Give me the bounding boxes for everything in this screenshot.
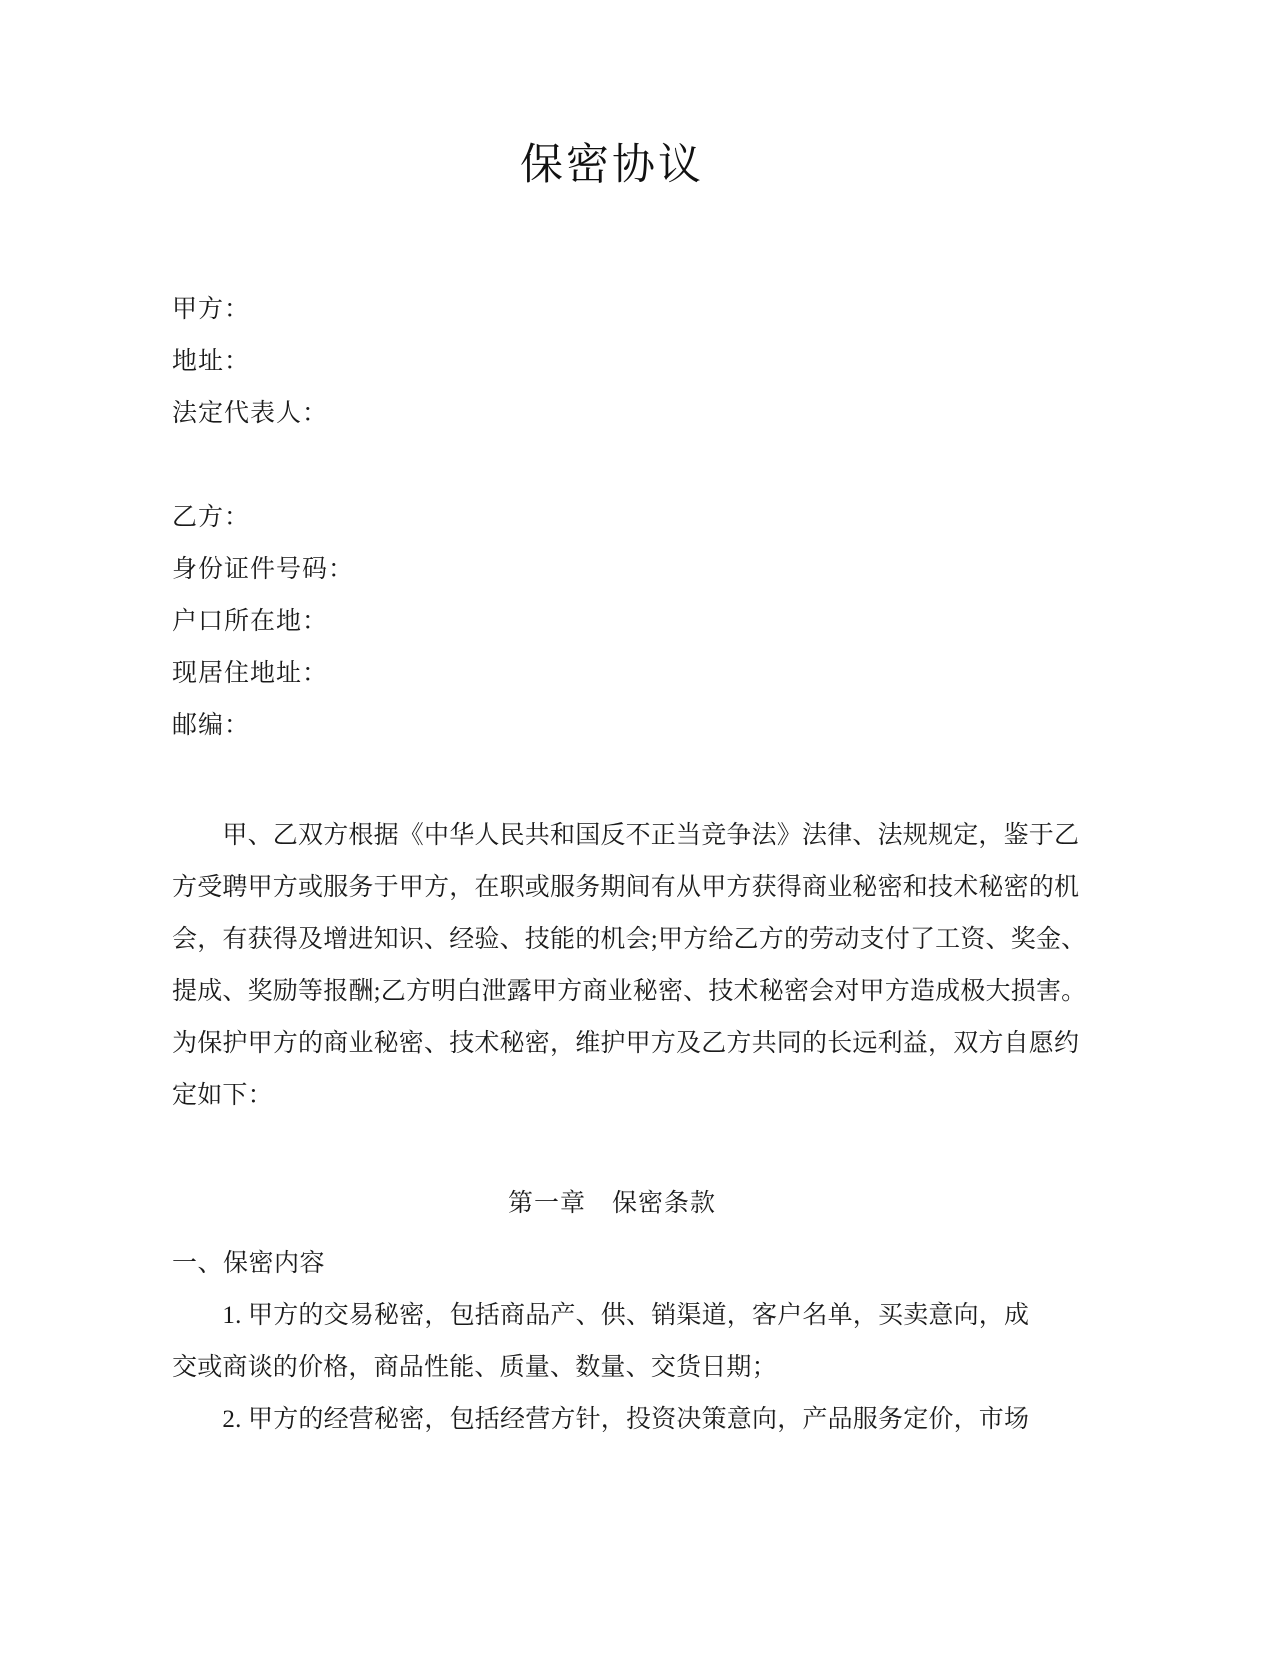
document-body [172,0,1087,1446]
preamble-line-1: 甲、乙双方根据《中华人民共和国反不正当竞争法》法律、法规规定，鉴于乙 [172,821,1080,849]
title-spacer [172,192,1052,284]
clause-1-line-2: 交或商谈的价格，商品性能、质量、数量、交货日期； [172,1353,777,1381]
list-item [172,1394,1052,1446]
party-a-name-label: 甲方： [172,295,251,323]
preamble-line-3: 会，有获得及增进知识、经验、技能的机会;甲方给乙方的劳动支付了工资、奖金、 [172,925,1087,953]
party-b-current-address-label: 现居住地址： [172,659,329,687]
party-a-block [172,284,1052,440]
chapter-gap [172,1122,1052,1178]
party-a-legal-rep-label: 法定代表人： [172,399,329,427]
preamble-line-4: 提成、奖励等报酬;乙方明白泄露甲方商业秘密、技术秘密会对甲方造成极大损害。 [172,977,1087,1005]
party-b-id-number-label: 身份证件号码： [172,555,355,583]
preamble-line-2: 方受聘甲方或服务于甲方，在职或服务期间有从甲方获得商业秘密和技术秘密的机 [172,873,1080,901]
preamble-gap [172,752,1052,810]
chapter-heading: 第一章 保密条款 [507,1189,716,1217]
page-title: 保密协议 [520,142,704,189]
preamble-line-6: 定如下： [172,1081,273,1109]
preamble-line-5: 为保护甲方的商业秘密、技术秘密，维护甲方及乙方共同的长远利益，双方自愿约 [172,1029,1080,1057]
list-item [172,1290,1052,1394]
section-heading-confidential-content: 一、保密内容 [172,1249,326,1277]
preamble-paragraph [172,810,1087,1122]
party-b-household-location-label: 户口所在地： [172,607,329,635]
party-b-postcode-label: 邮编： [172,711,251,739]
clause-2-line-1: 2. 甲方的经营秘密，包括经营方针，投资决策意向，产品服务定价，市场 [172,1405,1030,1433]
party-a-address-label: 地址： [172,347,251,375]
chapter-heading-gap [172,1230,1052,1238]
clause-1-line-1: 1. 甲方的交易秘密，包括商品产、供、销渠道，客户名单，买卖意向，成 [172,1301,1030,1329]
party-block-gap [172,440,1052,492]
party-b-name-label: 乙方： [172,503,251,531]
party-b-block [172,492,1052,752]
